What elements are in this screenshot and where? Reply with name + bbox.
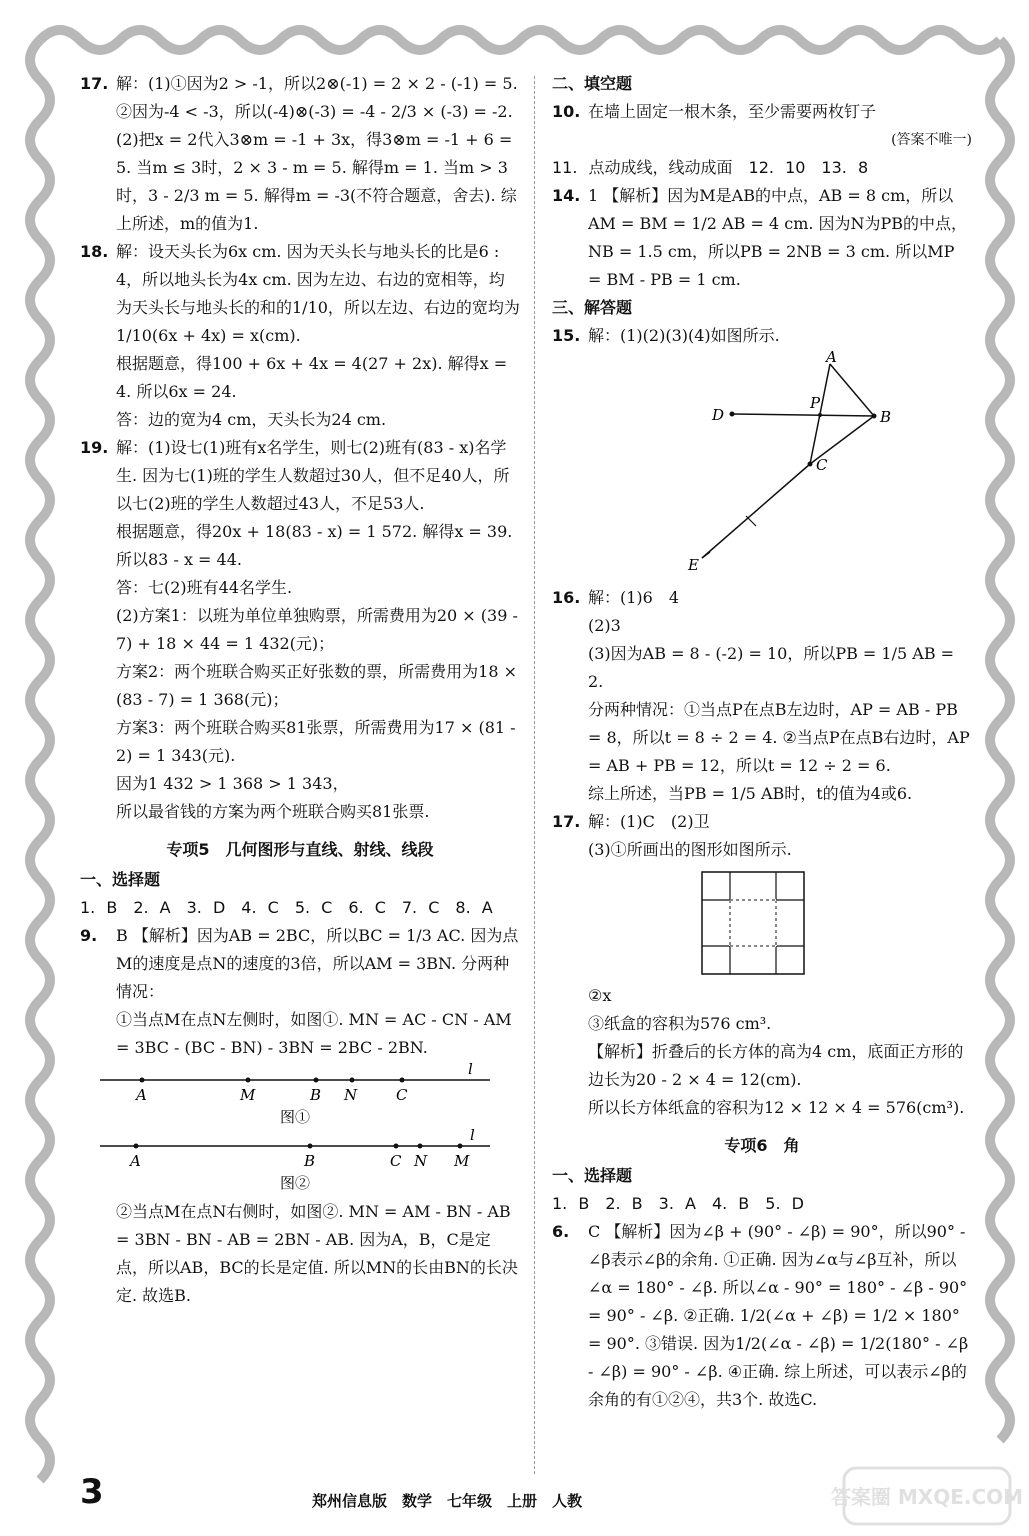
question-number: 16. [552, 588, 581, 607]
point-label: M [240, 1086, 256, 1104]
figure-caption: 图① [280, 1108, 311, 1126]
question-16 [552, 584, 972, 808]
answer-line: (2)方案1：以班为单位单独购票，所需费用为20 × (39 - 7) + 18 × 44 = 1 432(元)； [116, 606, 518, 653]
answer-line: (3)①所画出的图形如图所示. [588, 840, 792, 859]
topic-5-title: 专项5 几何图形与直线、射线、线段 [166, 840, 434, 859]
answer-line: 所以长方体纸盒的容积为12 × 12 × 4 = 576(cm³). [588, 1098, 965, 1117]
figure-15-geometry [552, 348, 952, 580]
line-label: l [468, 1060, 473, 1078]
answer-line: 1 【解析】因为M是AB的中点，AB = 8 cm，所以AM = BM = 1/2 AB = 4 cm. 因为N为PB的中点，NB = 1.5 cm，所以PB = 2NB = 3 cm. 所以MP = BM - PB = 1 cm. [588, 186, 968, 289]
answer-line: 【解析】折叠后的长方体的高为4 cm，底面正方形的边长为20 - 2 × 4 = 12(cm). [588, 1042, 964, 1089]
answer-line: B 【解析】因为AB = 2BC，所以BC = 1/3 AC. 因为点M的速度是点N的速度的3倍，所以AM = 3BN. 分两种情况： [116, 926, 519, 1001]
question-number: 18. [80, 242, 109, 261]
figure-2-line-diagram [80, 1126, 500, 1194]
figure-1-line-diagram [80, 1060, 500, 1128]
question-number: 17. [552, 812, 581, 831]
question-9 [80, 922, 520, 1062]
column-divider [534, 76, 535, 1474]
answer-line: 解：(1)(2)(3)(4)如图所示. [588, 326, 780, 345]
figure-17-box-net [552, 868, 952, 978]
point-label: M [454, 1152, 470, 1170]
choice-answers: 1. B 2. A 3. D 4. C 5. C 6. C 7. C 8. A [80, 898, 493, 917]
answer-line: (2)把x = 2代入3⊗m = -1 + 3x，得3⊗m = -1 + 6 = 5. 当m ≤ 3时，2 × 3 - m = 5. 解得m = 1. 当m > 3时，3 - 2/3 m = 5. 解得m = -3(不符合题意，舍去). 综上所述，m的值为1. [116, 130, 517, 233]
section-heading-solve: 三、解答题 [552, 298, 633, 317]
answer-line: ②当点M在点N右侧时，如图②. MN = AM - BN - AB = 3BN - BN - AB = 2BN - AB. 因为A，B，C是定点，所以AB，BC的长是定值. 所以MN的长由BN的长决定. 故选B. [116, 1202, 518, 1305]
question-10 [552, 98, 972, 154]
point-label: N [344, 1086, 358, 1104]
answer-line: 因为1 432 > 1 368 > 1 343， [116, 774, 349, 793]
question-17-right-continued [552, 982, 972, 1122]
answer-note: (答案不唯一) [891, 132, 972, 148]
left-column [80, 70, 520, 1310]
point-label: B [310, 1086, 322, 1104]
answer-line: ②x [588, 986, 612, 1005]
answer-line: 根据题意，得20x + 18(83 - x) = 1 572. 解得x = 39. 所以83 - x = 44. [116, 522, 513, 569]
point-label: A [826, 348, 837, 366]
question-number: 9. [80, 926, 98, 945]
point-label: C [390, 1152, 402, 1170]
point-label: A [130, 1152, 141, 1170]
point-label: B [880, 408, 892, 426]
question-number: 19. [80, 438, 109, 457]
question-number: 17. [80, 74, 109, 93]
question-number: 6. [552, 1222, 570, 1241]
choice-answers-2: 1. B 2. B 3. A 4. B 5. D [552, 1194, 804, 1213]
answer-line: 答：七(2)班有44名学生. [116, 578, 293, 597]
right-column [552, 70, 972, 1414]
answer-line: (2)3 [588, 616, 621, 635]
answer-line: 综上所述，当PB = 1/5 AB时，t的值为4或6. [588, 784, 913, 803]
question-6 [552, 1218, 972, 1414]
answer-line: 解：(1)①因为2 > -1，所以2⊗(-1) = 2 × 2 - (-1) = 5. [116, 74, 518, 93]
answer-line: 所以最省钱的方案为两个班联合购买81张票. [116, 802, 430, 821]
answer-line: 方案2：两个班联合购买正好张数的票，所需费用为18 × (83 - 7) = 1 368(元)； [116, 662, 518, 709]
answer-line: 方案3：两个班联合购买81张票，所需费用为17 × (81 - 2) = 1 343(元). [116, 718, 516, 765]
answer-line: 答：边的宽为4 cm，天头长为24 cm. [116, 410, 387, 429]
point-label: B [304, 1152, 316, 1170]
footer-book-info: 郑州信息版 数学 七年级 上册 人教 [312, 1492, 583, 1510]
question-17-right [552, 808, 972, 864]
question-14 [552, 182, 972, 294]
answer-line: 解：(1)C (2)卫 [588, 812, 710, 831]
section-heading-choice: 一、选择题 [80, 870, 161, 889]
answer-line: ②因为-4 < -3，所以(-4)⊗(-3) = -4 - 2/3 × (-3) = -2. [116, 102, 513, 121]
section-heading-fill: 二、填空题 [552, 74, 633, 93]
point-label: A [136, 1086, 147, 1104]
answer-line: 根据题意，得100 + 6x + 4x = 4(27 + 2x). 解得x = 4. 所以6x = 24. [116, 354, 508, 401]
point-label: D [712, 406, 725, 424]
answer-line: C 【解析】因为∠β + (90° - ∠β) = 90°，所以90° - ∠β表示∠β的余角. ①正确. 因为∠α与∠β互补，所以∠α = 180° - ∠β. 所以∠α - 90° = 180° - ∠β - 90° = 90° - ∠β. ②正确. 1/2(∠α + ∠β) = 1/2 × 180° = 90°. ③错误. 因为1/2(∠α - ∠β) = 1/2(180° - ∠β - ∠β) = 90° - ∠β. ④正确. 综上所述，可以表示∠β的余角的有①②④，共3个. 故选C. [588, 1222, 969, 1409]
point-label: C [816, 456, 828, 474]
question-number: 10. [552, 102, 581, 121]
topic-6-title: 专项6 角 [724, 1136, 800, 1155]
point-label: C [396, 1086, 408, 1104]
page-number: 3 [80, 1472, 104, 1512]
answer-line: 分两种情况：①当点P在点B左边时，AP = AB - PB = 8，所以t = 8 ÷ 2 = 4. ②当点P在点B右边时，AP = AB + PB = 12，所以t = 12 ÷ 2 = 6. [588, 700, 970, 775]
question-number: 15. [552, 326, 581, 345]
svg-text:答案圈 MXQE.COM: 答案圈 MXQE.COM [830, 1485, 1024, 1509]
question-9-continued [80, 1198, 520, 1310]
answer-line: 解：(1)6 4 [588, 588, 680, 607]
fill-answers-11-13: 11. 点动成线，线动成面 12. 10 13. 8 [552, 158, 869, 177]
answer-line: 解：(1)设七(1)班有x名学生，则七(2)班有(83 - x)名学生. 因为七(1)班的学生人数超过30人，但不足40人，所以七(2)班的学生人数超过43人，不足53人. [116, 438, 510, 513]
watermark-logo [830, 1466, 1024, 1526]
answer-line: (3)因为AB = 8 - (-2) = 10，所以PB = 1/5 AB = 2. [588, 644, 955, 691]
question-17-left [80, 70, 520, 238]
question-number: 14. [552, 186, 581, 205]
answer-line: 在墙上固定一根木条，至少需要两枚钉子 [588, 102, 877, 121]
answer-line: 解：设天头长为6x cm. 因为天头长与地头长的比是6 : 4，所以地头长为4x cm. 因为左边、右边的宽相等，均为天头长与地头长的和的1/10，所以左边、右边的宽均为1/10(6x + 4x) = x(cm). [116, 242, 520, 345]
question-15 [552, 322, 972, 350]
point-label: E [688, 556, 699, 574]
question-19 [80, 434, 520, 826]
answer-page [62, 58, 980, 1488]
line-label: l [470, 1126, 475, 1144]
question-18 [80, 238, 520, 434]
figure-caption: 图② [280, 1174, 311, 1192]
point-label: N [414, 1152, 428, 1170]
point-label: P [810, 394, 821, 412]
answer-line: ①当点M在点N左侧时，如图①. MN = AC - CN - AM = 3BC - (BC - BN) - 3BN = 2BC - 2BN. [116, 1010, 512, 1057]
answer-line: ③纸盒的容积为576 cm³. [588, 1014, 772, 1033]
section-heading-choice-2: 一、选择题 [552, 1166, 633, 1185]
